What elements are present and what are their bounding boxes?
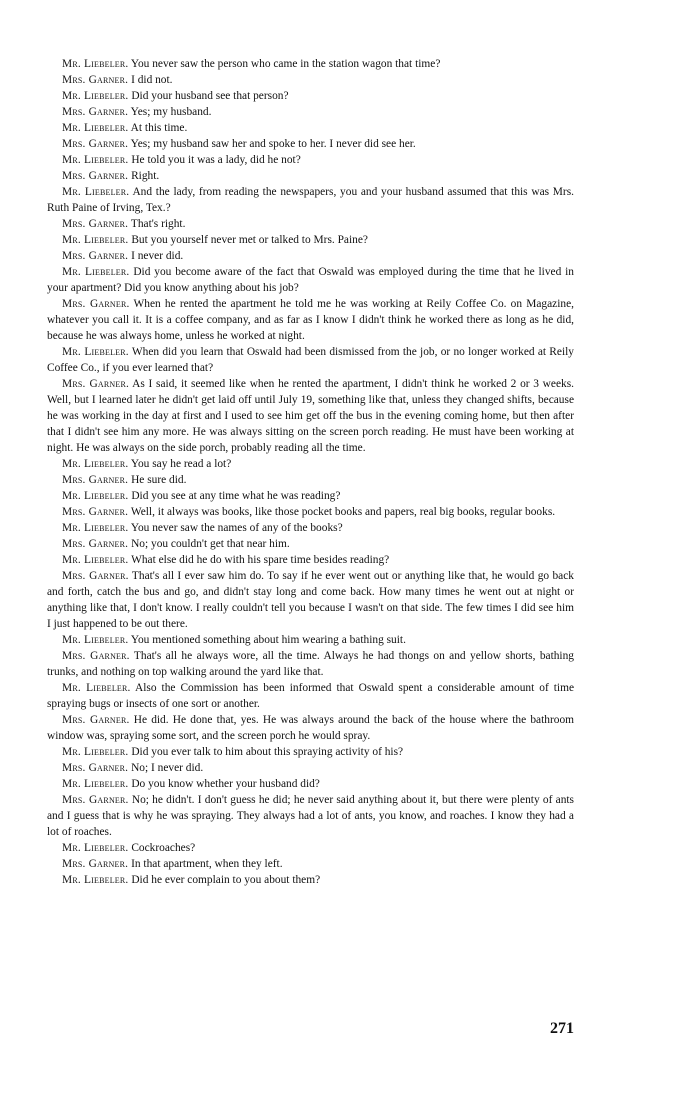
page-number: 271 [550,1020,574,1037]
testimony-paragraph [47,632,574,648]
speaker-name: Mr. Liebeler. [62,186,130,198]
speaker-name: Mr. Liebeler. [62,874,129,886]
testimony-paragraph [47,232,574,248]
testimony-paragraph [47,552,574,568]
statement-text: Well, it always was books, like those pocket books and papers, real big books, regular books. [130,506,556,518]
speaker-name: Mr. Liebeler. [62,842,129,854]
statement-text: Did you become aware of the fact that Oswald was employed during the time that he lived in your apartment? Did you know anything about his job? [47,266,574,294]
testimony-paragraph [47,760,574,776]
statement-text: Cockroaches? [131,842,196,854]
statement-text: But you yourself never met or talked to Mrs. Paine? [131,234,368,246]
speaker-name: Mr. Liebeler. [62,458,129,470]
testimony-paragraph [47,104,574,120]
speaker-name: Mrs. Garner. [62,250,129,262]
statement-text: You say he read a lot? [130,458,232,470]
speaker-name: Mr. Liebeler. [62,266,130,278]
statement-text: Right. [131,170,160,182]
statement-text: Yes; my husband saw her and spoke to her. I never did see her. [130,138,416,150]
testimony-paragraph [47,680,574,712]
statement-text: As I said, it seemed like when he rented the apartment, I didn't think he worked 2 or 3 weeks. Well, but I learned later he didn't get laid off until July 19, something like that, unless they changed shifts, because he was working in the day at first and I used to see him get off the bus in the evening coming home, but then after that I didn't see him any more. He was always sitting on the screen porch reading. He must have been working at night. He was always on the side porch, probably reading all the time. [47,378,574,454]
statement-text: Did you ever talk to him about this spraying activity of his? [131,746,404,758]
statement-text: That's right. [130,218,186,230]
statement-text: When did you learn that Oswald had been dismissed from the job, or no longer worked at Reily Coffee Co., if you ever learned that? [47,346,574,374]
statement-text: He sure did. [131,474,187,486]
statement-text: That's all he always wore, all the time. Always he had thongs on and yellow shorts, bathing trunks, and nothing on top walking around the yard like that. [47,650,574,678]
speaker-name: Mr. Liebeler. [62,234,129,246]
testimony-paragraph [47,872,574,888]
statement-text: No; I never did. [131,762,204,774]
speaker-name: Mr. Liebeler. [62,634,129,646]
speaker-name: Mr. Liebeler. [62,346,129,358]
speaker-name: Mrs. Garner. [62,474,129,486]
statement-text: He told you it was a lady, did he not? [131,154,301,166]
speaker-name: Mrs. Garner. [62,298,130,310]
speaker-name: Mr. Liebeler. [62,778,129,790]
speaker-name: Mr. Liebeler. [62,522,129,534]
testimony-paragraph [47,520,574,536]
speaker-name: Mr. Liebeler. [62,154,129,166]
testimony-paragraph [47,248,574,264]
testimony-paragraph [47,120,574,136]
speaker-name: Mrs. Garner. [62,570,129,582]
statement-text: I never did. [131,250,184,262]
speaker-name: Mrs. Garner. [62,714,130,726]
speaker-name: Mrs. Garner. [62,858,129,870]
statement-text: When he rented the apartment he told me he was working at Reily Coffee Co. on Magazine, whatever you call it. It is a coffee company, and as far as I know I didn't think he worked there as long as he did, because he was always home, unless he worked at night. [47,298,574,342]
speaker-name: Mrs. Garner. [62,794,129,806]
statement-text: You mentioned something about him wearing a bathing suit. [130,634,406,646]
speaker-name: Mrs. Garner. [62,762,129,774]
testimony-paragraph [47,648,574,680]
statement-text: In that apartment, when they left. [131,858,283,870]
statement-text: He did. He done that, yes. He was always around the back of the house where the bathroom window was, spraying some sort, and the screen porch he would spray. [47,714,574,742]
speaker-name: Mrs. Garner. [62,650,130,662]
testimony-paragraph [47,456,574,472]
testimony-paragraph [47,296,574,344]
testimony-paragraph [47,776,574,792]
testimony-paragraph [47,168,574,184]
statement-text: Did you see at any time what he was reading? [131,490,341,502]
speaker-name: Mr. Liebeler. [62,554,129,566]
testimony-paragraph [47,856,574,872]
statement-text: No; he didn't. I don't guess he did; he never said anything about it, but there were plenty of ants and I guess that is why he was spraying. They always had a lot of ants, you know, and roaches. I know they had a lot of roaches. [47,794,574,838]
testimony-paragraph [47,840,574,856]
speaker-name: Mrs. Garner. [62,506,129,518]
statement-text: Did your husband see that person? [131,90,289,102]
testimony-paragraph [47,472,574,488]
testimony-transcript [47,56,574,888]
testimony-paragraph [47,488,574,504]
speaker-name: Mrs. Garner. [62,170,129,182]
testimony-paragraph [47,568,574,632]
testimony-paragraph [47,136,574,152]
testimony-paragraph [47,152,574,168]
testimony-paragraph [47,712,574,744]
statement-text: Did he ever complain to you about them? [131,874,321,886]
statement-text: No; you couldn't get that near him. [131,538,290,550]
testimony-paragraph [47,744,574,760]
statement-text: Yes; my husband. [130,106,212,118]
testimony-paragraph [47,88,574,104]
testimony-paragraph [47,264,574,296]
speaker-name: Mrs. Garner. [62,106,129,118]
statement-text: Do you know whether your husband did? [131,778,320,790]
statement-text: And the lady, from reading the newspapers, you and your husband assumed that this was Mrs. Ruth Paine of Irving, Tex.? [47,186,574,214]
testimony-paragraph [47,72,574,88]
testimony-paragraph [47,376,574,456]
speaker-name: Mrs. Garner. [62,538,129,550]
speaker-name: Mr. Liebeler. [62,682,131,694]
testimony-paragraph [47,216,574,232]
testimony-paragraph [47,792,574,840]
testimony-paragraph [47,56,574,72]
statement-text: What else did he do with his spare time besides reading? [131,554,390,566]
statement-text: Also the Commission has been informed that Oswald spent a considerable amount of time spraying bugs or insects of one sort or another. [47,682,575,710]
speaker-name: Mr. Liebeler. [62,90,129,102]
statement-text: You never saw the person who came in the station wagon that time? [130,58,441,70]
speaker-name: Mrs. Garner. [62,378,130,390]
testimony-paragraph [47,536,574,552]
speaker-name: Mrs. Garner. [62,138,129,150]
statement-text: That's all I ever saw him do. To say if he ever went out or anything like that, he would go back and forth, catch the bus and go, and didn't stay long and come back. How many times he went out at night or anything like that, I don't know. I really couldn't tell you because I wasn't on that side. The few times I did see him I just happened to be out there. [47,570,574,630]
statement-text: You never saw the names of any of the books? [130,522,343,534]
speaker-name: Mr. Liebeler. [62,490,129,502]
testimony-paragraph [47,344,574,376]
speaker-name: Mrs. Garner. [62,74,129,86]
statement-text: I did not. [131,74,173,86]
speaker-name: Mrs. Garner. [62,218,129,230]
speaker-name: Mr. Liebeler. [62,746,129,758]
testimony-paragraph [47,184,574,216]
testimony-paragraph [47,504,574,520]
speaker-name: Mr. Liebeler. [62,58,129,70]
statement-text: At this time. [130,122,188,134]
speaker-name: Mr. Liebeler. [62,122,129,134]
